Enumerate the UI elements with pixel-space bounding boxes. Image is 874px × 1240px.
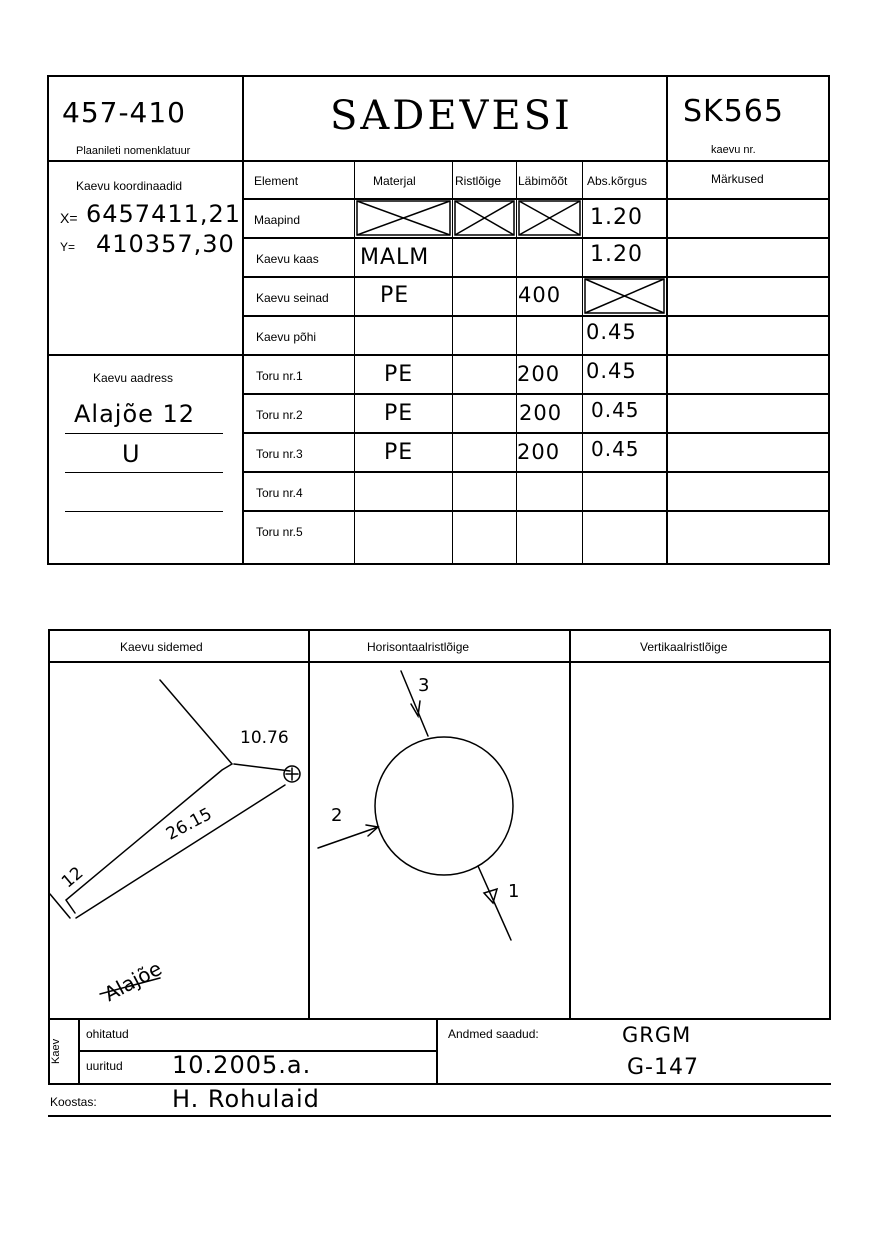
compiled-value: H. Rohulaid [172, 1085, 320, 1113]
row-diameter: 400 [518, 283, 562, 307]
row-element: Toru nr.4 [256, 486, 303, 500]
header-diameter: Läbimõõt [518, 174, 568, 188]
row-height: 0.45 [586, 359, 637, 383]
dimension-label: 26.15 [163, 804, 216, 845]
section-title-horizontal: Horisontaalristlõige [367, 640, 470, 654]
page-title: SADEVESI [330, 93, 573, 139]
section-title-connections: Kaevu sidemed [120, 640, 203, 654]
compiled-label: Koostas: [50, 1095, 97, 1109]
row-element: Toru nr.5 [256, 525, 303, 539]
y-coordinate: 410357,30 [96, 230, 235, 258]
header-element: Element [254, 174, 299, 188]
header-notes: Märkused [711, 172, 764, 186]
row-element: Kaevu põhi [256, 330, 317, 344]
pipe-number: 1 [508, 881, 521, 902]
dimension-label: 12 [58, 863, 88, 893]
address-value: Alajõe 12 [74, 400, 196, 428]
x-prefix: X= [60, 210, 78, 226]
section-title-vertical: Vertikaalristlõige [640, 640, 728, 654]
row-material: PE [384, 401, 414, 426]
row-material: MALM [360, 245, 430, 270]
row-diameter: 200 [517, 362, 561, 386]
row-element: Kaevu seinad [256, 291, 329, 305]
row-element: Toru nr.3 [256, 447, 303, 461]
surveyed-label: uuritud [86, 1059, 123, 1073]
row-height: 1.20 [590, 242, 643, 267]
data-source-value: G-147 [627, 1055, 699, 1080]
header-material: Materjal [373, 174, 416, 188]
coordinates-label: Kaevu koordinaadid [76, 179, 183, 193]
row-material: PE [380, 283, 410, 308]
nomenclature-value: 457-410 [62, 96, 186, 129]
row-material: PE [384, 362, 414, 387]
data-source-label: Andmed saadud: [448, 1027, 539, 1041]
row-diameter: 200 [519, 401, 563, 425]
y-prefix: Y= [60, 240, 76, 254]
well-number-label: kaevu nr. [711, 144, 756, 156]
row-height: 0.45 [586, 320, 637, 344]
x-coordinate: 6457411,21 [86, 200, 242, 228]
kaev-label: Kaev [50, 1038, 62, 1064]
inspected-label: ohitatud [86, 1027, 129, 1041]
row-element: Kaevu kaas [256, 252, 319, 266]
pipe-number: 2 [331, 805, 344, 826]
row-height: 1.20 [590, 205, 643, 230]
row-diameter: 200 [517, 440, 561, 464]
header-cross-section: Ristlõige [455, 174, 502, 188]
row-element: Toru nr.1 [256, 369, 303, 383]
row-element: Maapind [254, 213, 301, 227]
nomenclature-label: Plaanileti nomenklatuur [76, 145, 191, 157]
address-label: Kaevu aadress [93, 371, 174, 385]
pipe-number: 3 [418, 675, 431, 696]
row-element: Toru nr.2 [256, 408, 303, 422]
address-line2: U [122, 440, 141, 468]
data-source-value: GRGM [622, 1023, 692, 1047]
street-label: Alajõe [100, 956, 166, 1007]
well-number-value: SK565 [683, 94, 784, 129]
row-height: 0.45 [591, 398, 640, 422]
surveyed-value: 10.2005.a. [172, 1051, 312, 1079]
row-material: PE [384, 440, 414, 465]
header-abs-height: Abs.kõrgus [587, 174, 648, 188]
row-height: 0.45 [591, 437, 640, 461]
dimension-label: 10.76 [240, 728, 289, 748]
